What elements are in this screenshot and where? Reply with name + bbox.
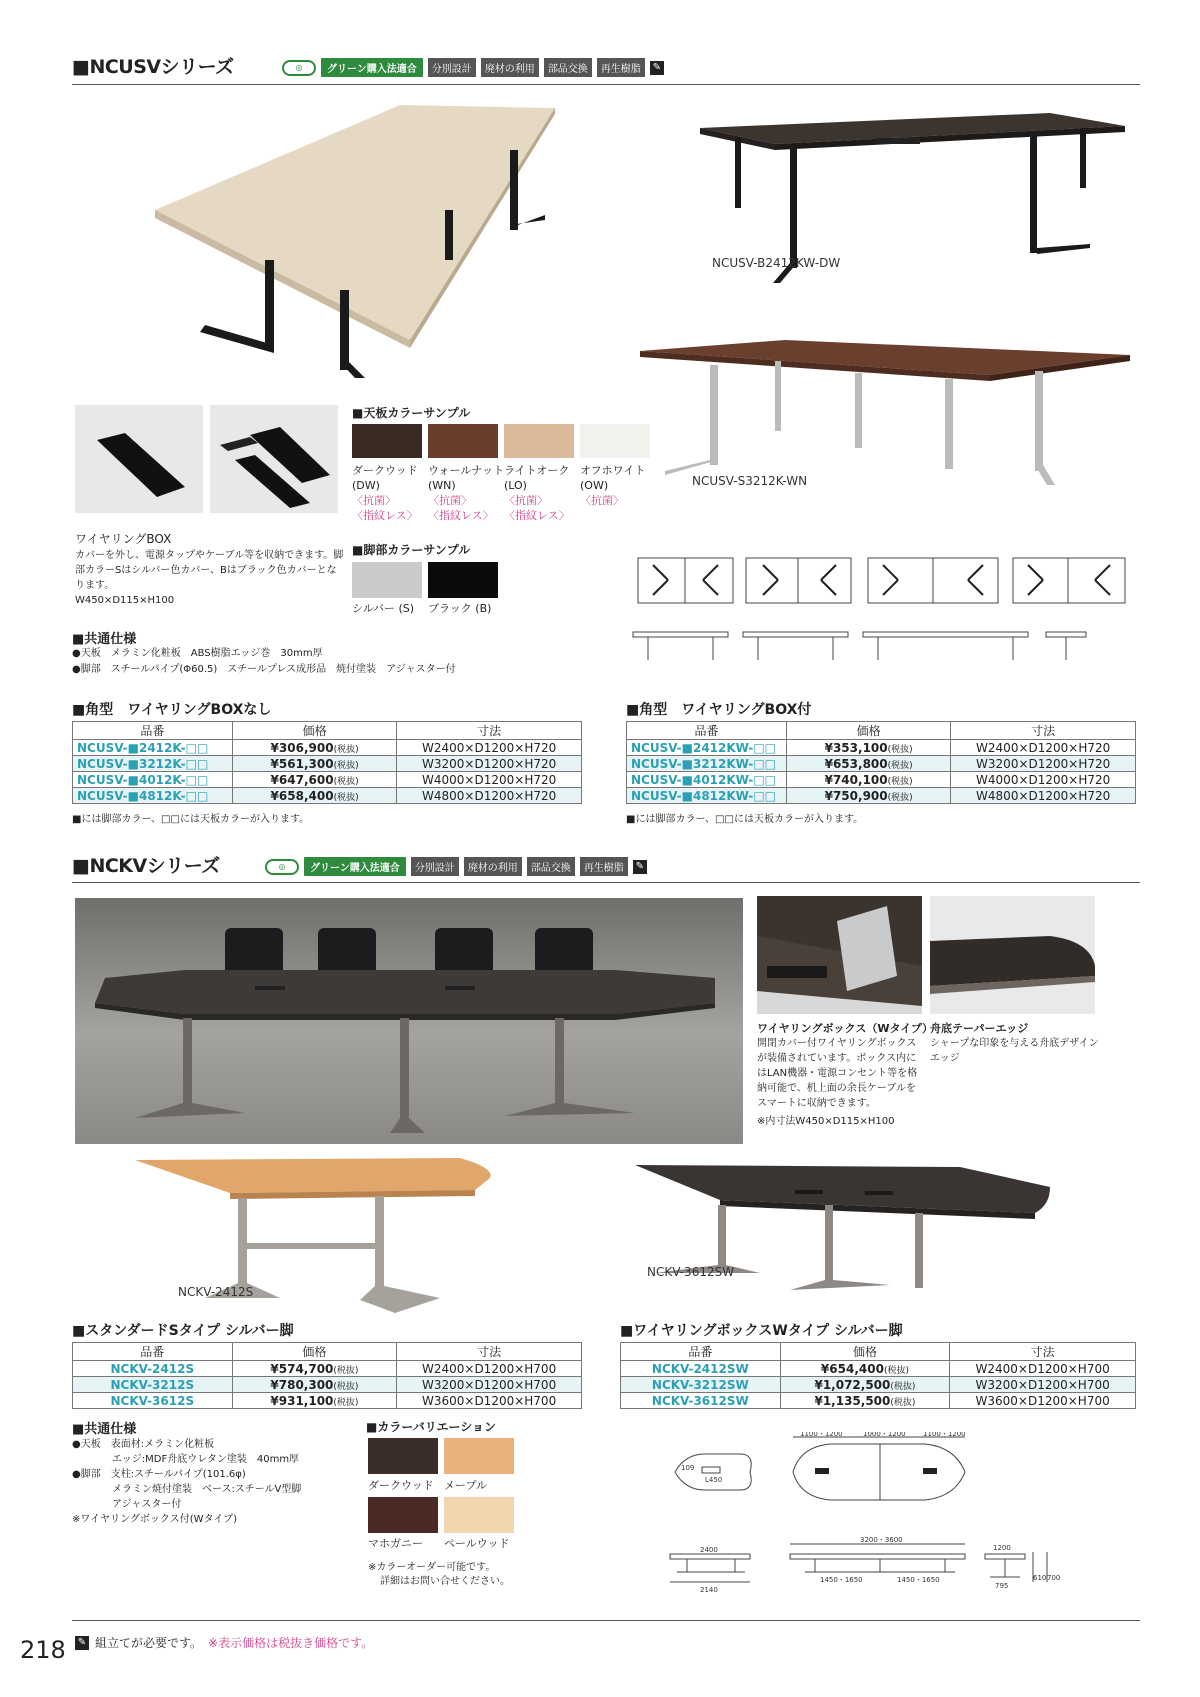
swatch-nckv-pale-wood [444, 1497, 514, 1533]
nckv-dimension-drawings [665, 1432, 1065, 1607]
swatch-nckv-mahogany [368, 1497, 438, 1533]
table-b-header-code: 品番 [627, 722, 787, 740]
wiring-box-title: ワイヤリングBOX [75, 532, 172, 546]
ncusv-spec-title: ■共通仕様 [72, 632, 137, 647]
dim-1450-1650-a: 1450・1650 [820, 1576, 863, 1584]
badge-green-purchase: グリーン購入法適合 [321, 58, 423, 77]
badge-separate-design: 分別設計 [428, 58, 476, 77]
table-a-header-price: 価格 [232, 722, 396, 740]
nckv-meeting-room-photo [75, 898, 743, 1144]
table-s [72, 1342, 582, 1409]
dim-3200-3600: 3200・3600 [860, 1536, 903, 1544]
dim-2140: 2140 [700, 1586, 718, 1594]
nckv-color-label-mahogany: マホガニー [368, 1537, 423, 1550]
wiring-w-desc: 開閉カバー付ワイヤリングボックスが装備されています。ボックス内にはLAN機器・電源コンセント等を格納可能で、机上面の余長ケーブルをスマートに収納できます。 [757, 1038, 918, 1109]
ncusv-spec-line-1: ●天板 メラミン化粧板 ABS樹脂エッジ巻 30mm厚 [72, 648, 323, 659]
dim-795: 795 [995, 1582, 1009, 1590]
nckv-color-label-dark-wood: ダークウッド [368, 1479, 434, 1492]
table-s-title: ■スタンダードSタイプ シルバー脚 [72, 1323, 294, 1339]
table-row: NCUSV-■3212KW-□□ ¥653,800(税抜) W3200×D1200×H720 [627, 756, 1136, 772]
nckv-spec-line-6: ※ワイヤリングボックス付(Wタイプ) [72, 1514, 237, 1525]
wiring-box-photo-2 [210, 405, 338, 513]
tool-icon: ✎ [650, 61, 664, 75]
caption-nckv-3612sw: NCKV-3612SW [647, 1265, 735, 1279]
dim-700: 700 [1047, 1574, 1061, 1582]
nckv-color-note-1: ※カラーオーダー可能です。 [368, 1562, 496, 1573]
table-row: NCKV-3612SW ¥1,135,500(税抜) W3600×D1200×H700 [621, 1393, 1136, 1409]
swatch-light-oak [504, 424, 574, 458]
eco-mark-icon: ◎ [265, 859, 299, 875]
table-row: NCKV-3212S ¥780,300(税抜) W3200×D1200×H700 [73, 1377, 582, 1393]
tool-icon: ✎ [633, 860, 647, 874]
eco-mark-icon: ◎ [282, 60, 316, 76]
wiring-w-size: ※内寸法W450×D115×H100 [757, 1116, 895, 1127]
nckv-series-title: ■NCKVシリーズ [72, 855, 220, 877]
nckv-color-note-2: 詳細はお問い合せください。 [380, 1576, 510, 1587]
ncusv-dimension-drawings [628, 550, 1133, 670]
wiring-box-photo-1 [75, 405, 203, 513]
table-w-header-price: 価格 [780, 1343, 950, 1361]
badge-recycled-resin: 再生樹脂 [597, 58, 645, 77]
dim-1100-1200-a: 1100・1200 [800, 1432, 843, 1438]
table-row: NCUSV-■4012K-□□ ¥647,600(税抜) W4000×D1200×H720 [73, 772, 582, 788]
table-a [72, 721, 582, 804]
table-row: NCUSV-■4012KW-□□ ¥740,100(税抜) W4000×D1200×H720 [627, 772, 1136, 788]
nckv-3612sw-photo [630, 1155, 1060, 1305]
badge-waste-use: 廃材の利用 [464, 857, 522, 876]
caption-nckv-2412s: NCKV-2412S [178, 1285, 254, 1299]
dim-610: 610 [1033, 1574, 1047, 1582]
ncusv-badges [282, 58, 664, 77]
nckv-spec-line-3: ●脚部 支柱:スチールパイプ(101.6φ) [72, 1469, 246, 1480]
caption-ncusv-wn: NCUSV-S3212K-WN [692, 474, 808, 488]
table-a-title: ■角型 ワイヤリングBOXなし [72, 702, 272, 718]
badge-waste-use: 廃材の利用 [481, 58, 539, 77]
wiring-box-size: W450×D115×H100 [75, 595, 175, 606]
ncusv-series-title: ■NCUSVシリーズ [72, 56, 234, 78]
table-row: NCUSV-■4812KW-□□ ¥750,900(税抜) W4800×D1200×H720 [627, 788, 1136, 804]
wiring-w-photo [757, 896, 922, 1014]
dim-2400: 2400 [700, 1546, 718, 1554]
nckv-color-label-pale-wood: ペールウッド [444, 1537, 510, 1550]
footer-tax-note: ※表示価格は税抜き価格です。 [208, 1636, 374, 1650]
swatch-silver [352, 562, 422, 598]
nckv-spec-line-2: エッジ:MDF舟底ウレタン塗装 40mm厚 [72, 1454, 300, 1465]
nckv-spec-line-1: ●天板 表面材:メラミン化粧板 [72, 1439, 215, 1450]
top-color-label-lo: ライトオーク (LO) 〈抗菌〉 〈指紋レス〉 [504, 464, 570, 522]
swatch-off-white [580, 424, 650, 458]
leg-color-label-silver: シルバー (S) [352, 602, 415, 615]
table-b [626, 721, 1136, 804]
swatch-nckv-maple [444, 1438, 514, 1474]
top-color-label-dw: ダークウッド (DW) 〈抗菌〉 〈指紋レス〉 [352, 464, 418, 522]
table-b-header-size: 寸法 [951, 722, 1136, 740]
nckv-color-title: ■カラーバリエーション [366, 1420, 497, 1434]
table-row: NCUSV-■3212K-□□ ¥561,300(税抜) W3200×D1200×H720 [73, 756, 582, 772]
swatch-nckv-dark-wood [368, 1438, 438, 1474]
badge-part-exchange: 部品交換 [544, 58, 592, 77]
footer-notes [75, 1634, 373, 1651]
edge-photo [930, 896, 1095, 1014]
table-b-header-price: 価格 [786, 722, 950, 740]
table-w-header-size: 寸法 [950, 1343, 1136, 1361]
badge-recycled-resin: 再生樹脂 [580, 857, 628, 876]
swatch-dark-wood [352, 424, 422, 458]
swatch-black [428, 562, 498, 598]
footer-assembly: 組立てが必要です。 [95, 1636, 203, 1650]
dim-l450: L450 [705, 1476, 723, 1484]
table-b-note: ■には脚部カラー、□□には天板カラーが入ります。 [626, 814, 864, 825]
top-color-label-ow: オフホワイト (OW) 〈抗菌〉 [580, 464, 646, 507]
swatch-walnut [428, 424, 498, 458]
leg-color-label-black: ブラック (B) [428, 602, 492, 615]
table-s-header-size: 寸法 [397, 1343, 582, 1361]
table-b-title: ■角型 ワイヤリングBOX付 [626, 702, 812, 718]
badge-separate-design: 分別設計 [411, 857, 459, 876]
nckv-spec-line-4: メラミン焼付塗装 ベース:スチールV型脚 [72, 1484, 302, 1495]
table-row: NCUSV-■4812K-□□ ¥658,400(税抜) W4800×D1200×H720 [73, 788, 582, 804]
edge-desc: シャープな印象を与える舟底デザインエッジ [930, 1038, 1099, 1064]
dim-1100-1200-b: 1100・1200 [923, 1432, 966, 1438]
table-photo-walnut [635, 335, 1135, 495]
table-row: NCKV-2412S ¥574,700(税抜) W2400×D1200×H700 [73, 1361, 582, 1377]
table-w [620, 1342, 1136, 1409]
badge-part-exchange: 部品交換 [527, 857, 575, 876]
table-s-header-price: 価格 [232, 1343, 397, 1361]
edge-title: 舟底テーパーエッジ [930, 1022, 1029, 1035]
nckv-spec-title: ■共通仕様 [72, 1422, 137, 1437]
tool-icon: ✎ [75, 1636, 89, 1650]
wiring-box-desc: カバーを外し、電源タップやケーブル等を収納できます。脚部カラーSはシルバー色カバー、Bはブラック色カバーとなります。 [75, 550, 344, 591]
wiring-w-title: ワイヤリングボックス（Wタイプ） [757, 1022, 934, 1035]
badge-green-purchase: グリーン購入法適合 [304, 857, 406, 876]
top-color-label-wn: ウォールナット (WN) 〈抗菌〉 〈指紋レス〉 [428, 464, 505, 522]
table-photo-light-oak [150, 100, 570, 380]
table-row: NCUSV-■2412KW-□□ ¥353,100(税抜) W2400×D1200×H720 [627, 740, 1136, 756]
table-row: NCUSV-■2412K-□□ ¥306,900(税抜) W2400×D1200×H720 [73, 740, 582, 756]
table-row: NCKV-2412SW ¥654,400(税抜) W2400×D1200×H700 [621, 1361, 1136, 1377]
table-w-title: ■ワイヤリングボックスWタイプ シルバー脚 [620, 1323, 903, 1339]
page-number: 218 [20, 1636, 66, 1664]
table-a-note: ■には脚部カラー、□□には天板カラーが入ります。 [72, 814, 310, 825]
nckv-color-label-maple: メープル [444, 1479, 488, 1492]
dim-109: 109 [681, 1464, 695, 1472]
dim-1450-1650-b: 1450・1650 [897, 1576, 940, 1584]
leg-color-title: ■脚部カラーサンプル [352, 543, 471, 557]
table-w-header-code: 品番 [621, 1343, 781, 1361]
table-row: NCKV-3212SW ¥1,072,500(税抜) W3200×D1200×H700 [621, 1377, 1136, 1393]
nckv-badges [265, 857, 647, 876]
table-a-header-size: 寸法 [397, 722, 582, 740]
nckv-spec-line-5: アジャスター付 [72, 1499, 182, 1510]
ncusv-spec-line-2: ●脚部 スチールパイプ(Φ60.5) スチールプレス成形品 焼付塗装 アジャスター付 [72, 664, 456, 675]
dim-1000-1200: 1000・1200 [863, 1432, 906, 1438]
caption-ncusv-dw: NCUSV-B2412KW-DW [712, 256, 841, 270]
dim-1200: 1200 [993, 1544, 1011, 1552]
top-color-title: ■天板カラーサンプル [352, 406, 471, 420]
table-s-header-code: 品番 [73, 1343, 233, 1361]
table-row: NCKV-3612S ¥931,100(税抜) W3600×D1200×H700 [73, 1393, 582, 1409]
table-a-header-code: 品番 [73, 722, 233, 740]
